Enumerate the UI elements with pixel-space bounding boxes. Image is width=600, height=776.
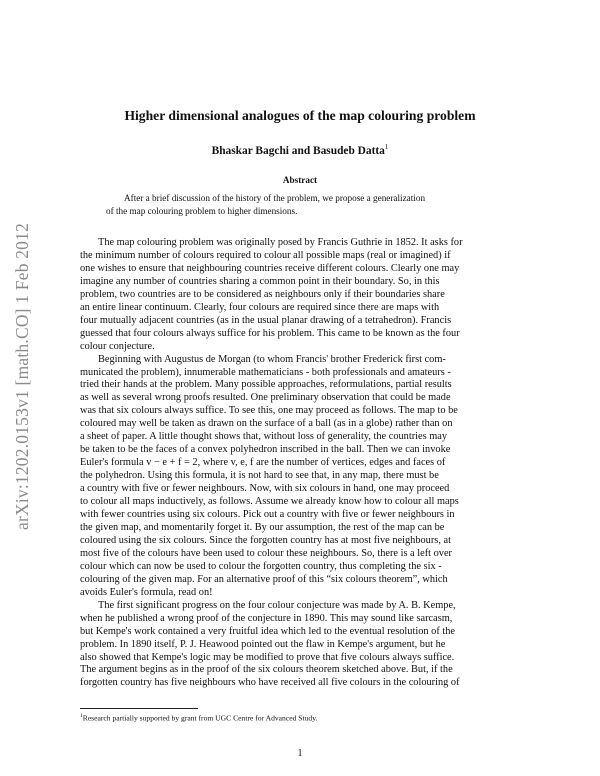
paragraph-2-line: as well as several wrong proofs resulted. One preliminary observation that could be made (80, 392, 451, 404)
footnote-text: Research partially supported by grant from UGC Centre for Advanced Study. (82, 713, 318, 723)
paragraph-2-line: coloured using the six colours. Since the forgotten country has at most five neighbours, at (80, 534, 451, 546)
footnote-rule (80, 708, 198, 709)
paragraph-2-line: coloured may well be taken as drawn on the surface of a ball (as in a globe) rather than on (80, 418, 453, 430)
paragraph-2-line: most five of the colours have been used to colour these neighbours. So, there is a left over (80, 547, 452, 559)
footnote-marker: 1 (80, 713, 83, 719)
paragraph-2-line: avoids Euler's formula, read on! (80, 586, 213, 598)
abstract-line: of the map colouring problem to higher dimensions. (106, 206, 298, 216)
paragraph-1-line: an entire linear continuum. Clearly, four colours are required since there are maps with (80, 301, 440, 313)
author-names: Bhaskar Bagchi and Basudeb Datta (211, 144, 385, 157)
paragraph-1-line: four mutually adjacent countries (as in the usual planar drawing of a tetrahedron). Francis (80, 314, 452, 326)
paragraph-2-line: colour which can now be used to colour the forgotten country, thus completing the six - (80, 560, 442, 572)
paragraph-1-line: problem, two countries are to be considered as neighbours only if their boundaries share (80, 288, 445, 300)
paragraph-3-line: also showed that Kempe's logic may be modified to prove that five colours always suffice. (80, 651, 455, 663)
paragraph-1-line: one wishes to ensure that neighbouring countries receive different colours. Clearly one may (80, 262, 460, 274)
paragraph-3-line: forgotten country has five neighbours who have received all five colours in the colouring of (80, 677, 460, 689)
paragraph-2-line: municated the problem), innumerable mathematicians - both professionals and amateurs - (80, 366, 451, 378)
paragraph-2-line: the given map, and momentarily forget it. By our assumption, the rest of the map can be (80, 521, 445, 533)
paragraph-2-line: with fewer countries using six colours. Pick out a country with five or fewer neighbours in (80, 509, 455, 521)
paragraph-2-line: a sheet of paper. A little thought shows that, without loss of generality, the countries may (80, 431, 448, 443)
paragraph-3-line: but Kempe's work contained a very fruitful idea which led to the eventual resolution of the (80, 625, 455, 637)
paragraph-1-line: The map colouring problem was originally posed by Francis Guthrie in 1852. It asks for (98, 237, 463, 248)
paragraph-1-line: the minimum number of colours required to colour all possible maps (real or imagined) if (80, 249, 451, 261)
paper-title: Higher dimensional analogues of the map colouring problem (124, 108, 476, 123)
paragraph-2-line: be taken to be the faces of a convex polyhedron inscribed in the ball. Then we can invoke (80, 444, 451, 456)
paragraph-1-line: colour conjecture. (80, 340, 155, 352)
abstract-heading: Abstract (282, 175, 318, 185)
paragraph-2-line: to colour all maps inductively, as follows. Assume we already know how to colour all maps (80, 496, 459, 508)
body-text (80, 237, 522, 690)
author-footnote-marker: 1 (384, 143, 389, 151)
paragraph-2-line: Beginning with Augustus de Morgan (to whom Francis' brother Frederick first com- (98, 353, 446, 365)
abstract-line: After a brief discussion of the history of the problem, we propose a generalization (124, 193, 426, 203)
arxiv-identifier-stamp: arXiv:1202.0153v1 [math.CO] 1 Feb 2012 (12, 222, 32, 530)
paragraph-1-line: imagine any number of countries sharing a common point in their boundary. So, in this (80, 275, 440, 287)
page-number: 1 (297, 748, 303, 759)
paper-authors (80, 143, 520, 157)
footnote (80, 711, 520, 724)
paragraph-2-line: was that six colours always suffice. To see this, one may proceed as follows. The map to be (80, 405, 458, 417)
paragraph-1-line: guessed that four colours always suffice for his problem. This came to be known as the four (80, 327, 460, 339)
abstract-text (106, 192, 496, 218)
paragraph-2-line: the polyhedron. Using this formula, it is not hard to see that, in any map, there must be (80, 470, 439, 482)
paragraph-3-line: The argument begins as in the proof of the six colours theorem sketched above. But, if the (80, 664, 453, 676)
paragraph-3-line: The first significant progress on the four colour conjecture was made by A. B. Kempe, (98, 599, 456, 611)
paragraph-2-line: Euler's formula v − e + f = 2, where v, e, f are the number of vertices, edges and faces of (80, 457, 446, 469)
paragraph-2-line: a country with five or fewer neighbours. Now, with six colours in hand, one may proceed (80, 483, 450, 495)
paragraph-2-line: colouring of the given map. For an alternative proof of this “six colours theorem”, which (80, 573, 448, 585)
paragraph-3-line: problem. In 1890 itself, P. J. Heawood pointed out the flaw in Kempe's argument, but he (80, 638, 446, 650)
paragraph-3-line: when he published a wrong proof of the conjecture in 1890. This may sound like sarcasm, (80, 612, 453, 624)
paragraph-2-line: tried their hands at the problem. Many possible approaches, reformulations, partial results (80, 379, 452, 391)
